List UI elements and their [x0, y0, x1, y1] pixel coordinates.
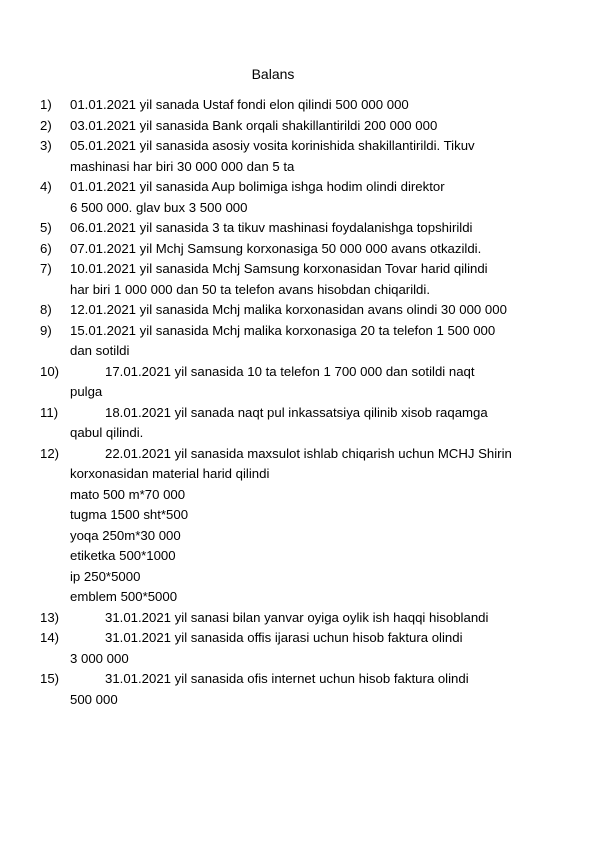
list-item-number: 14): [40, 630, 60, 645]
list-item-line: 10.01.2021 yil sanasida Mchj Samsung korxonasidan Tovar harid qilindi: [70, 261, 488, 276]
list-item-number: 12): [40, 445, 60, 461]
list-item: [40, 300, 570, 321]
list-item-line: 15.01.2021 yil sanasida Mchj malika korxonasiga 20 ta telefon 1 500 000: [70, 322, 496, 338]
transaction-list: [40, 95, 570, 710]
list-item: [40, 362, 570, 403]
list-item: [40, 321, 570, 362]
list-item: [40, 95, 570, 116]
list-item-number: 8): [40, 302, 52, 317]
list-item-number: 1): [40, 97, 52, 112]
document-title-text: Balans: [251, 66, 295, 82]
list-item-line: 3 000 000: [70, 650, 129, 666]
list-item-line: 06.01.2021 yil sanasida 3 ta tikuv mashinasi foydalanishga topshirildi: [70, 220, 473, 235]
list-item: [40, 669, 570, 710]
list-item-number: 2): [40, 117, 52, 133]
list-item-line: 03.01.2021 yil sanasida Bank orqali shakillantirildi 200 000 000: [70, 117, 438, 133]
list-item-line: har biri 1 000 000 dan 50 ta telefon avans hisobdan chiqarildi.: [70, 281, 430, 297]
list-item: [40, 136, 570, 177]
list-item-line: mato 500 m*70 000: [70, 486, 186, 502]
list-item-line: emblem 500*5000: [70, 589, 178, 604]
list-item-number: 7): [40, 261, 52, 276]
list-item-number: 5): [40, 220, 52, 235]
list-item-line: 31.01.2021 yil sanasida ofis internet uchun hisob faktura olindi: [105, 671, 469, 686]
list-item: [40, 116, 570, 137]
list-item-line: 31.01.2021 yil sanasida offis ijarasi uchun hisob faktura olindi: [105, 630, 463, 645]
list-item: [40, 218, 570, 239]
list-item-line: 31.01.2021 yil sanasi bilan yanvar oyiga oylik ish haqqi hisoblandi: [105, 609, 489, 625]
list-item-line: 07.01.2021 yil Mchj Samsung korxonasiga 50 000 000 avans otkazildi.: [70, 240, 482, 256]
list-item-line: qabul qilindi.: [70, 425, 144, 440]
list-item-line: tugma 1500 sht*500: [70, 507, 189, 522]
list-item-number: 15): [40, 671, 60, 686]
list-item-line: 17.01.2021 yil sanasida 10 ta telefon 1 700 000 dan sotildi naqt: [105, 363, 475, 379]
list-item-line: 05.01.2021 yil sanasida asosiy vosita korinishida shakillantirildi. Tikuv: [70, 138, 475, 153]
list-item: [40, 628, 570, 669]
list-item-number: 4): [40, 179, 52, 194]
list-item-line: 6 500 000. glav bux 3 500 000: [70, 199, 248, 215]
list-item-line: 22.01.2021 yil sanasida maxsulot ishlab chiqarish uchun MCHJ Shirin: [105, 445, 512, 461]
document-title: [0, 66, 596, 82]
list-item-number: 3): [40, 138, 52, 153]
list-item-line: mashinasi har biri 30 000 000 dan 5 ta: [70, 158, 295, 174]
list-item: [40, 177, 570, 218]
list-item-number: 10): [40, 363, 60, 379]
list-item-line: pulga: [70, 384, 103, 399]
list-item: [40, 403, 570, 444]
list-item-number: 11): [40, 404, 59, 420]
list-item-line: ip 250*5000: [70, 568, 141, 584]
list-item-number: 13): [40, 609, 60, 625]
list-item-number: 9): [40, 322, 52, 338]
list-item-line: 01.01.2021 yil sanasida Aup bolimiga ishga hodim olindi direktor: [70, 179, 445, 194]
list-item: [40, 239, 570, 260]
list-item-line: 18.01.2021 yil sanada naqt pul inkassatsiya qilinib xisob raqamga: [105, 404, 488, 420]
list-item-line: yoqa 250m*30 000: [70, 527, 181, 543]
list-item: [40, 259, 570, 300]
list-item-line: 12.01.2021 yil sanasida Mchj malika korxonasidan avans olindi 30 000 000: [70, 302, 507, 317]
list-item-line: korxonasidan material harid qilindi: [70, 466, 270, 481]
list-item: [40, 608, 570, 629]
list-item: [40, 444, 570, 608]
list-item-number: 6): [40, 240, 52, 256]
list-item-line: 01.01.2021 yil sanada Ustaf fondi elon qilindi 500 000 000: [70, 97, 409, 112]
list-item-line: etiketka 500*1000: [70, 548, 176, 563]
list-item-line: 500 000: [70, 691, 118, 707]
list-item-line: dan sotildi: [70, 343, 130, 358]
